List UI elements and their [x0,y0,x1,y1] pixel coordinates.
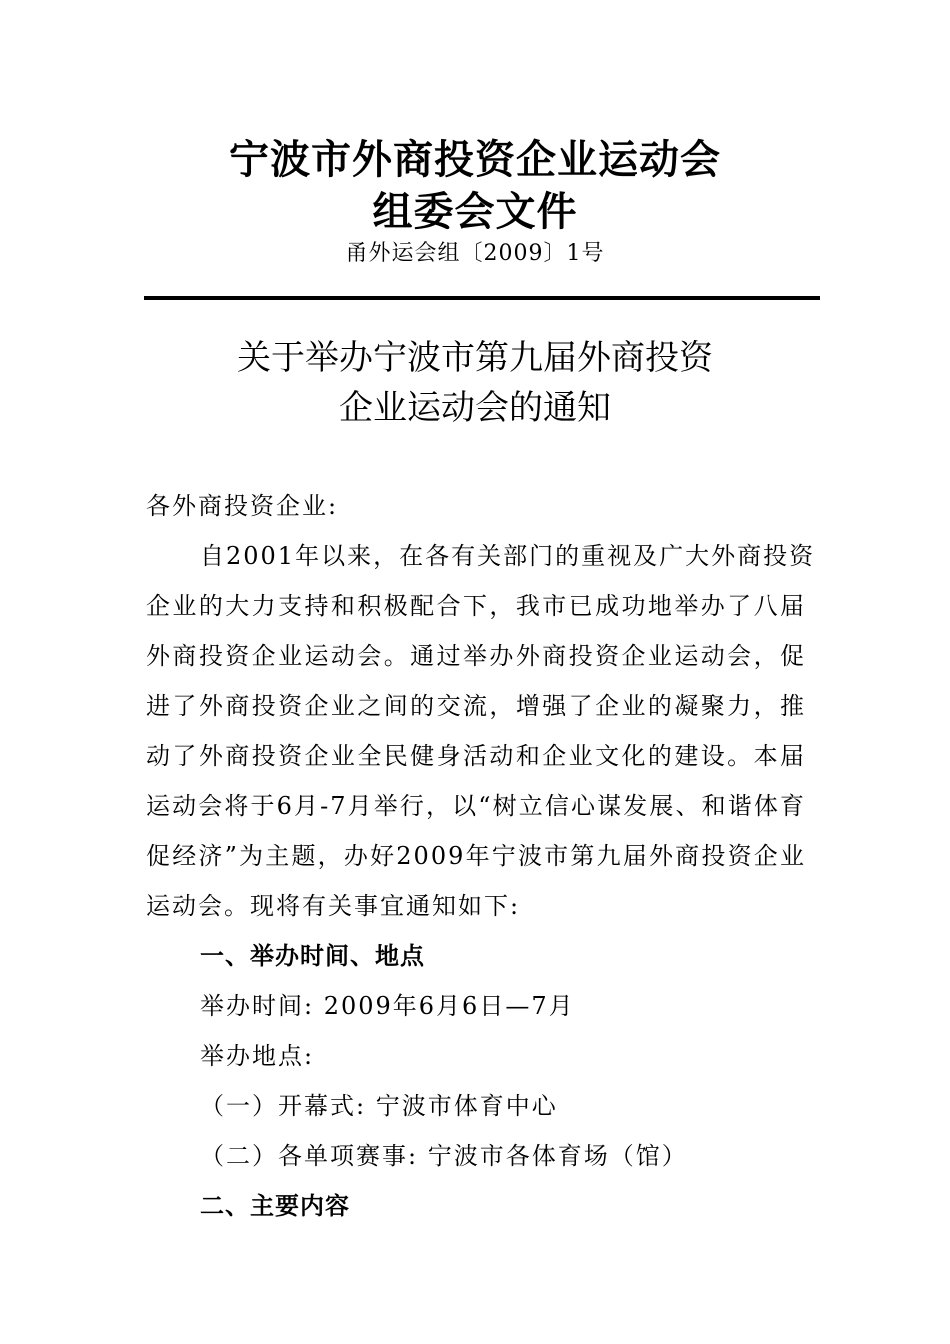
salutation: 各外商投资企业: [146,492,339,520]
venue-events: （二）各单项赛事: 宁波市各体育场（馆） [200,1142,688,1170]
header-divider [144,296,820,300]
paragraph-line: 运动会。现将有关事宜通知如下: [146,892,521,920]
notice-title-line2: 企业运动会的通知 [339,388,611,428]
paragraph-line: 运动会将于6月-7月举行，以“树立信心谋发展、和谐体育 [146,792,806,820]
paragraph-line: 进了外商投资企业之间的交流，增强了企业的凝聚力，推 [146,692,806,720]
paragraph-line: 自2001年以来，在各有关部门的重视及广大外商投资 [200,542,816,570]
paragraph-line: 企业的大力支持和积极配合下，我市已成功地举办了八届 [146,592,806,620]
section-heading-time-venue: 一、举办时间、地点 [200,942,425,970]
venue-label: 举办地点: [200,1042,315,1070]
paragraph-line: 动了外商投资企业全民健身活动和企业文化的建设。本届 [146,742,806,770]
venue-opening: （一）开幕式: 宁波市体育中心 [200,1092,558,1120]
header-title-line2: 组委会文件 [372,188,578,235]
document-number: 甬外运会组〔2009〕1号 [345,241,605,266]
event-time: 举办时间: 2009年6月6日—7月 [200,992,575,1020]
section-heading-content: 二、主要内容 [200,1192,350,1220]
notice-title-line1: 关于举办宁波市第九届外商投资 [237,338,713,378]
header-title-line1: 宁波市外商投资企业运动会 [229,136,721,183]
paragraph-line: 外商投资企业运动会。通过举办外商投资企业运动会，促 [146,642,806,670]
paragraph-line: 促经济”为主题，办好2009年宁波市第九届外商投资企业 [146,842,806,870]
